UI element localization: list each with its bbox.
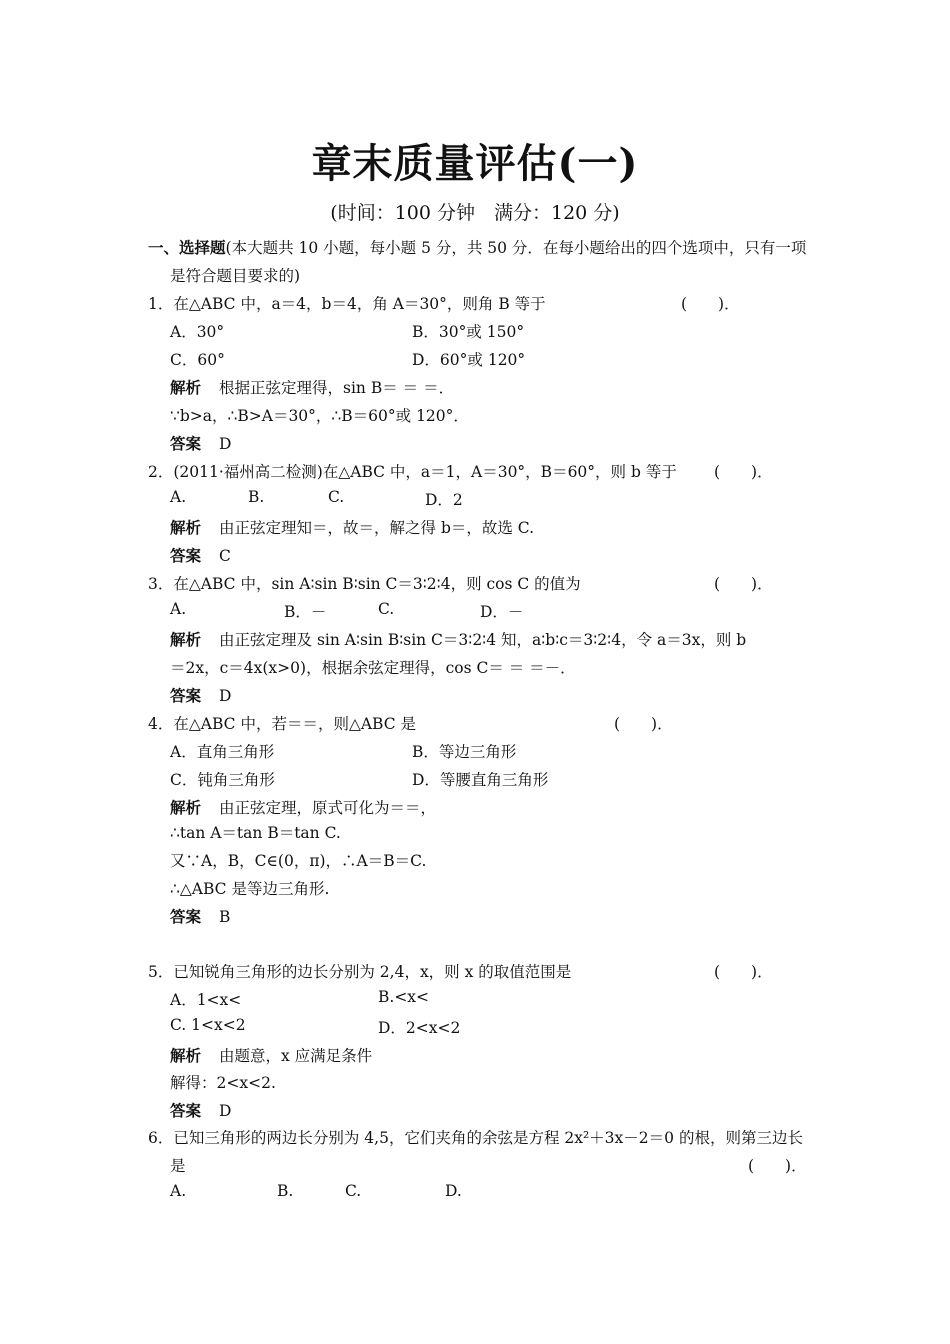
q3-analysis-2: ＝2x，c＝4x(x>0)，根据余弦定理得，cos C＝ ＝ ＝－． [170, 659, 576, 677]
q3-answer [170, 684, 231, 706]
q2-analysis [170, 516, 534, 538]
q4-analysis-4: ∴△ABC 是等边三角形. [170, 880, 330, 898]
q2-option-c: C. [328, 488, 345, 506]
q2-option-d: D．2 [425, 491, 463, 509]
q1-stem: 1．在△ABC 中，a＝4，b＝4，角 A＝30°，则角 B 等于 [148, 295, 546, 313]
q4-answer-blank: ( )． [614, 715, 673, 733]
q6-answer-blank: ( )． [748, 1157, 807, 1175]
q1-answer-value: D [219, 435, 232, 453]
q1-analysis-2: ∵b>a，∴B>A＝30°，∴B＝60°或 120°． [170, 407, 469, 425]
section-intro-2: 是符合题目要求的) [170, 267, 301, 285]
q3-answer-value: D [219, 687, 232, 705]
q2-answer-blank: ( )． [714, 463, 773, 481]
answer-label: 答案 [170, 686, 202, 705]
q4-analysis-2: ∴tan A＝tan B＝tan C. [170, 824, 341, 842]
q5-option-a: A．1<x< [170, 991, 242, 1009]
q3-analysis-text: 由正弦定理及 sin A∶sin B∶sin C＝3∶2∶4 知，a∶b∶c＝3∶2∶4，令 a＝3x，则 b [219, 631, 747, 649]
q3-option-a: A. [170, 600, 187, 618]
q1-analysis-text: 根据正弦定理得，sin B＝ ＝ ＝． [219, 379, 455, 397]
q1-analysis [170, 376, 454, 398]
q1-answer [170, 432, 231, 454]
analysis-label: 解析 [170, 798, 202, 817]
q6-stem-2: 是 [170, 1157, 186, 1175]
q6-option-a: A. [170, 1182, 187, 1200]
q5-stem: 5．已知锐角三角形的边长分别为 2,4，x，则 x 的取值范围是 [148, 963, 572, 981]
q4-option-d: D．等腰直角三角形 [412, 771, 549, 789]
answer-label: 答案 [170, 907, 202, 926]
q4-analysis-3: 又∵A，B，C∈(0，π)，∴A＝B＝C. [170, 852, 427, 870]
q5-option-d: D．2<x<2 [378, 1019, 461, 1037]
section-heading: 一、选择题 [148, 238, 226, 257]
q6-option-c: C. [345, 1182, 362, 1200]
q5-option-b: B.<x< [378, 988, 430, 1006]
q3-option-d: D．－ [480, 603, 524, 621]
q4-option-b: B．等边三角形 [412, 743, 517, 761]
section-header [148, 236, 806, 258]
answer-label: 答案 [170, 434, 202, 453]
q3-stem: 3．在△ABC 中，sin A∶sin B∶sin C＝3∶2∶4，则 cos C 的值为 [148, 575, 581, 593]
q1-option-a: A．30° [170, 323, 225, 341]
analysis-label: 解析 [170, 630, 202, 649]
q4-option-a: A．直角三角形 [170, 743, 275, 761]
q5-analysis-text: 由题意，x 应满足条件 [219, 1047, 373, 1065]
q4-analysis-text: 由正弦定理，原式可化为＝＝， [219, 799, 437, 817]
page-title: 章末质量评估(一) [311, 140, 639, 187]
q2-answer [170, 544, 231, 566]
analysis-label: 解析 [170, 378, 202, 397]
q5-analysis-2: 解得：2<x<2. [170, 1074, 276, 1092]
q1-option-b: B．30°或 150° [412, 323, 525, 341]
page-subtitle: (时间：100 分钟 满分：120 分) [330, 202, 620, 224]
q3-option-b: B．－ [284, 603, 327, 621]
section-intro: (本大题共 10 小题，每小题 5 分，共 50 分．在每小题给出的四个选项中，只有一项 [225, 239, 807, 257]
q3-analysis [170, 628, 746, 650]
q5-analysis [170, 1044, 372, 1066]
q5-answer-blank: ( )． [714, 963, 773, 981]
q1-option-d: D．60°或 120° [412, 351, 526, 369]
q2-analysis-text: 由正弦定理知＝，故＝，解之得 b＝，故选 C. [219, 519, 535, 537]
q5-answer-value: D [219, 1102, 232, 1120]
q4-option-c: C．钝角三角形 [170, 771, 275, 789]
q3-answer-blank: ( )． [714, 575, 773, 593]
analysis-label: 解析 [170, 1046, 202, 1065]
q4-stem: 4．在△ABC 中，若＝＝，则△ABC 是 [148, 715, 417, 733]
analysis-label: 解析 [170, 518, 202, 537]
q2-stem: 2．(2011·福州高二检测)在△ABC 中，a＝1，A＝30°，B＝60°，则 b 等于 [148, 463, 677, 481]
q4-analysis [170, 796, 436, 818]
q4-answer-value: B [219, 908, 231, 926]
q6-option-b: B. [277, 1182, 294, 1200]
q5-option-c: C. 1<x<2 [170, 1016, 246, 1034]
q1-answer-blank: ( )． [681, 295, 740, 313]
answer-label: 答案 [170, 546, 202, 565]
q2-answer-value: C [219, 547, 231, 565]
q5-answer [170, 1099, 231, 1121]
q6-option-d: D. [445, 1182, 462, 1200]
answer-label: 答案 [170, 1101, 202, 1120]
q4-answer [170, 905, 230, 927]
q2-option-b: B. [248, 488, 265, 506]
q1-option-c: C．60° [170, 351, 225, 369]
q6-stem: 6．已知三角形的两边长分别为 4,5，它们夹角的余弦是方程 2x²＋3x－2＝0 的根，则第三边长 [148, 1129, 803, 1147]
q2-option-a: A. [170, 488, 187, 506]
q3-option-c: C. [378, 600, 395, 618]
